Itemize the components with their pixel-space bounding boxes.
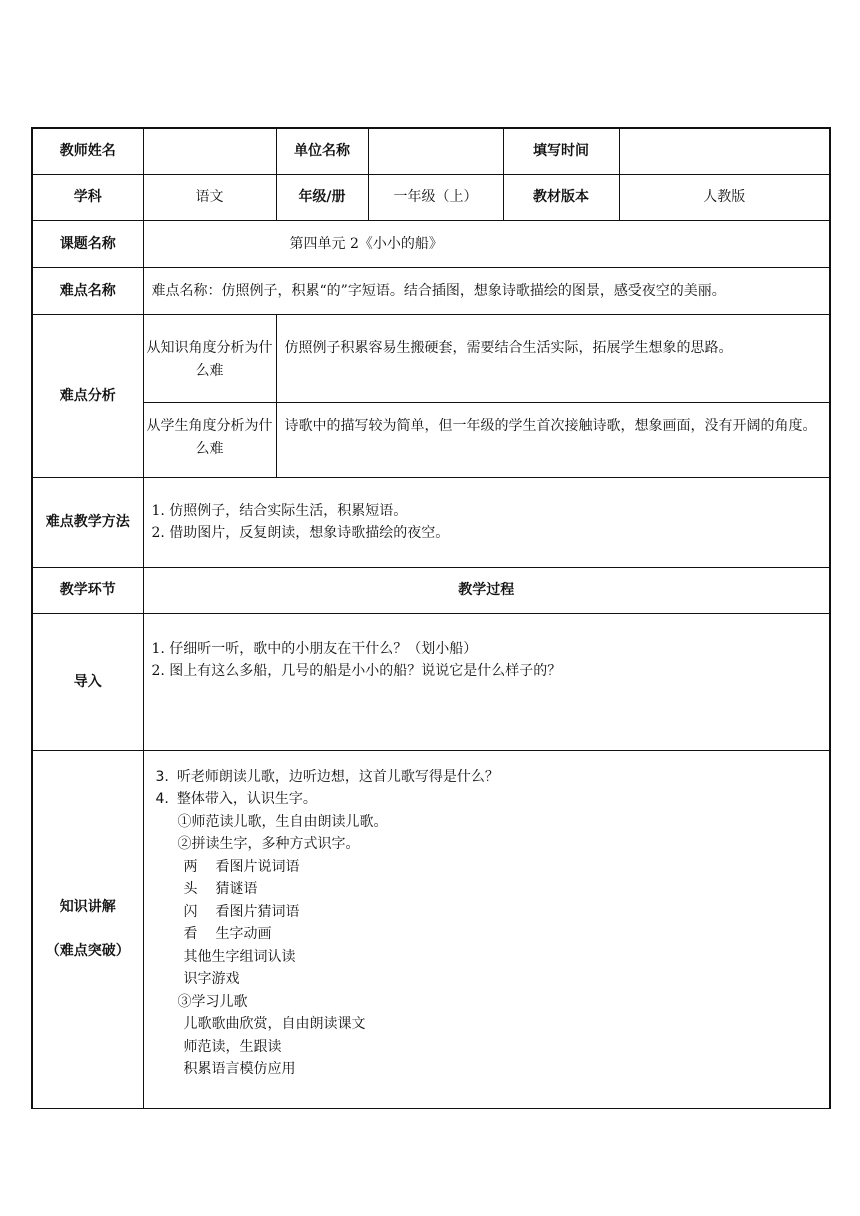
header-row-2 [32,174,830,220]
grade-value: 一年级（上） [368,174,503,220]
item-text: 听老师朗读儿歌，边听边想，这首儿歌写得是什么？ [176,768,499,785]
student-angle-label: 从学生角度分析为什么难 [143,402,276,477]
process-header-label: 教学过程 [143,567,830,613]
item-number: 3. [155,768,169,785]
char: 头 [183,881,198,897]
explain-list [143,750,830,1108]
unit-name-label: 单位名称 [276,128,368,174]
explain-step-3: ③学习儿歌 [177,993,248,1010]
item-text: 整体带入，认识生字。 [176,791,317,807]
student-angle-value: 诗歌中的描写较为简单，但一年级的学生首次接触诗歌，想象画面，没有开阔的角度。 [276,402,830,477]
difficulty-value: 难点名称：仿照例子，积累“的”字短语。结合插图，想象诗歌描绘的图景，感受夜空的美丽。 [143,267,830,314]
process-header-row [32,567,830,613]
char-activity: 猜谜语 [215,881,258,897]
method-item: 2. 借助图片，反复朗读，想象诗歌描绘的夜空。 [151,524,450,541]
knowledge-angle-label: 从知识角度分析为什么难 [143,314,276,402]
header-row-1 [32,128,830,174]
teacher-name-value [143,128,276,174]
item-number: 4. [155,791,169,807]
fill-date-value [619,128,830,174]
char-line [152,878,822,901]
grade-label: 年级/册 [276,174,368,220]
char-line [152,901,822,924]
char-activity: 看图片说词语 [215,858,300,875]
edition-value: 人教版 [619,174,830,220]
explain-row [32,750,830,1108]
intro-item: 2. 图上有这么多船，几号的船是小小的船？说说它是什么样子的？ [151,662,562,679]
topic-value: 第四单元 2《小小的船》 [143,220,830,267]
explain-label: 知识讲解 [59,899,116,915]
explain-sublabel: （难点突破） [45,943,130,959]
char: 闪 [183,903,198,920]
char: 两 [183,858,198,875]
explain-item-3 [152,766,822,789]
explain-step-1: ①师范读儿歌，生自由朗读儿歌。 [177,813,388,830]
explain-item-4 [152,788,822,811]
char-activity: 看图片猜词语 [215,903,300,920]
intro-label: 导入 [32,613,143,750]
explain-step-2: ②拼读生字，多种方式识字。 [177,836,360,852]
lesson-plan-table [31,127,831,1109]
explain-line: 积累语言模仿应用 [183,1061,296,1077]
char-line [152,856,822,879]
topic-row [32,220,830,267]
method-item: 1. 仿照例子，结合实际生活，积累短语。 [151,502,408,519]
stage-header-label: 教学环节 [32,567,143,613]
method-label: 难点教学方法 [32,477,143,567]
edition-label: 教材版本 [503,174,619,220]
difficulty-label: 难点名称 [32,267,143,314]
char-line [152,923,822,946]
explain-line: 其他生字组词认读 [183,948,296,965]
intro-list [143,613,830,750]
teacher-name-label: 教师姓名 [32,128,143,174]
analysis-label: 难点分析 [32,314,143,477]
char: 看 [183,926,198,942]
fill-date-label: 填写时间 [503,128,619,174]
intro-item: 1. 仔细听一听，歌中的小朋友在干什么？（划小船） [151,640,478,657]
explain-line: 师范读，生跟读 [183,1038,282,1055]
analysis-knowledge-row [32,314,830,402]
analysis-student-row [32,402,830,477]
explain-line: 识字游戏 [183,971,240,987]
method-row [32,477,830,567]
method-list [143,477,830,567]
explain-label-cell [32,750,143,1108]
topic-label: 课题名称 [32,220,143,267]
unit-name-value [368,128,503,174]
char-activity: 生字动画 [215,926,272,942]
lesson-plan-sheet [31,127,829,1109]
difficulty-row [32,267,830,314]
subject-label: 学科 [32,174,143,220]
explain-line: 儿歌歌曲欣赏，自由朗读课文 [183,1016,366,1032]
intro-row [32,613,830,750]
subject-value: 语文 [143,174,276,220]
knowledge-angle-value: 仿照例子积累容易生搬硬套，需要结合生活实际，拓展学生想象的思路。 [276,314,830,402]
